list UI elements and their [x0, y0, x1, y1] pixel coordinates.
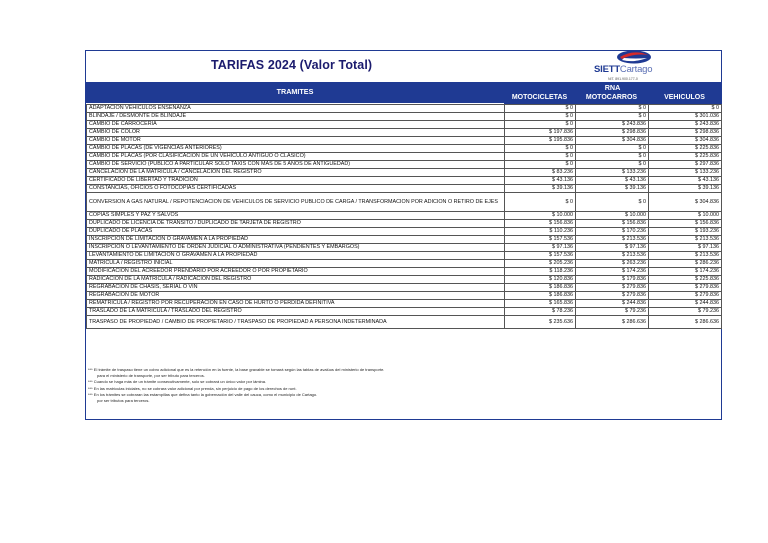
footnote: por ser tributos para terceros. — [97, 398, 150, 404]
tramite-cell: CAMBIO DE MOTOR — [87, 137, 505, 145]
table-row — [87, 177, 722, 185]
table-row — [87, 300, 722, 308]
vehiculos-cell: $ 225.836 — [649, 145, 722, 153]
motocarros-cell: $ 243.836 — [576, 121, 649, 129]
vehiculos-cell: $ 298.836 — [649, 129, 722, 137]
motocarros-cell: $ 39.136 — [576, 185, 649, 193]
table-row — [87, 185, 722, 193]
table-row — [87, 153, 722, 161]
motocarros-cell: $ 133.236 — [576, 169, 649, 177]
motocicletas-cell: $ 0 — [505, 153, 576, 161]
header-motocarros: MOTOCARROS — [575, 94, 648, 104]
motocarros-cell: $ 304.836 — [576, 137, 649, 145]
header-motocicletas: MOTOCICLETAS — [504, 94, 575, 104]
motocicletas-cell: $ 186.836 — [505, 284, 576, 292]
header-tramites: TRAMITES — [86, 82, 504, 103]
table-row — [87, 268, 722, 276]
vehiculos-cell: $ 0 — [649, 105, 722, 113]
logo-swoosh-icon — [616, 50, 652, 64]
vehiculos-cell: $ 133.236 — [649, 169, 722, 177]
motocicletas-cell: $ 0 — [505, 113, 576, 121]
motocarros-cell: $ 279.836 — [576, 284, 649, 292]
vehiculos-cell: $ 225.836 — [649, 153, 722, 161]
vehiculos-cell: $ 279.836 — [649, 284, 722, 292]
motocarros-cell: $ 174.236 — [576, 268, 649, 276]
motocicletas-cell: $ 195.836 — [505, 137, 576, 145]
vehiculos-cell: $ 156.836 — [649, 220, 722, 228]
footnote: *** En los trámites se cobraran las estampillas que defina tanto la gobernación del valle del cauca, como el municipio de Cartago. — [88, 391, 318, 397]
tramite-cell: DUPLICADO DE LICENCIA DE TRANSITO / DUPLICADO DE TARJETA DE REGISTRO — [87, 220, 505, 228]
tramite-cell: CONVERSION A GAS NATURAL / REPOTENCIACION DE VEHICULOS DE SERVICIO PUBLICO DE CARGA / TRANSFORMACION POR ADICION O RETIRO DE EJES — [87, 193, 505, 212]
header-rna: RNA — [504, 82, 721, 103]
vehiculos-cell: $ 279.836 — [649, 292, 722, 300]
table-row — [87, 244, 722, 252]
vehiculos-cell: $ 243.836 — [649, 121, 722, 129]
tramite-cell: REGRABACION DE MOTOR — [87, 292, 505, 300]
motocicletas-cell: $ 97.136 — [505, 244, 576, 252]
motocicletas-cell: $ 157.536 — [505, 236, 576, 244]
table-row — [87, 161, 722, 169]
motocarros-cell: $ 0 — [576, 105, 649, 113]
vehiculos-cell: $ 10.000 — [649, 212, 722, 220]
table-row — [87, 220, 722, 228]
logo-nit: NIT. 891.900.177-0 — [608, 77, 638, 81]
footnote: para el ministerio de transporte, por ser tributo para terceros. — [97, 373, 205, 379]
table-row — [87, 236, 722, 244]
tramite-cell: REMATRICULA / REGISTRO POR RECUPERACION EN CASO DE HURTO O PERDIDA DEFINITIVA — [87, 300, 505, 308]
motocicletas-cell: $ 78.236 — [505, 308, 576, 316]
vehiculos-cell: $ 174.236 — [649, 268, 722, 276]
vehiculos-cell: $ 97.136 — [649, 244, 722, 252]
motocicletas-cell: $ 156.836 — [505, 220, 576, 228]
table-row — [87, 308, 722, 316]
motocicletas-cell: $ 0 — [505, 145, 576, 153]
motocarros-cell: $ 0 — [576, 145, 649, 153]
vehiculos-cell: $ 213.536 — [649, 252, 722, 260]
vehiculos-cell: $ 244.836 — [649, 300, 722, 308]
motocarros-cell: $ 213.536 — [576, 252, 649, 260]
tramite-cell: LEVANTAMIENTO DE LIMITACION O GRAVAMEN A LA PROPIEDAD — [87, 252, 505, 260]
tramite-cell: BLINDAJE / DESMONTE DE BLINDAJE — [87, 113, 505, 121]
motocarros-cell: $ 79.236 — [576, 308, 649, 316]
motocicletas-cell: $ 165.836 — [505, 300, 576, 308]
motocicletas-cell: $ 110.236 — [505, 228, 576, 236]
page-title: TARIFAS 2024 (Valor Total) — [211, 58, 373, 72]
tramite-cell: CAMBIO DE CARROCERIA — [87, 121, 505, 129]
motocarros-cell: $ 286.636 — [576, 316, 649, 329]
table-row — [87, 228, 722, 236]
motocarros-cell: $ 279.836 — [576, 292, 649, 300]
motocicletas-cell: $ 0 — [505, 121, 576, 129]
vehiculos-cell: $ 39.136 — [649, 185, 722, 193]
tramite-cell: CONSTANCIAS, OFICIOS O FOTOCOPIAS CERTIFICADAS — [87, 185, 505, 193]
motocicletas-cell: $ 186.836 — [505, 292, 576, 300]
tramite-cell: TRASPASO DE PROPIEDAD / CAMBIO DE PROPIETARIO / TRASPASO DE PROPIEDAD A PERSONA INDETERMINADA — [87, 316, 505, 329]
motocarros-cell: $ 213.536 — [576, 236, 649, 244]
motocicletas-cell: $ 39.136 — [505, 185, 576, 193]
tramite-cell: COPIAS SIMPLES Y PAZ Y SALVOS — [87, 212, 505, 220]
motocarros-cell: $ 244.836 — [576, 300, 649, 308]
motocarros-cell: $ 97.136 — [576, 244, 649, 252]
vehiculos-cell: $ 193.236 — [649, 228, 722, 236]
tramite-cell: INSCRIPCION DE LIMITACION O GRAVAMEN A LA PROPIEDAD — [87, 236, 505, 244]
tramite-cell: MODIFICACION DEL ACREEDOR PRENDARIO POR ACREEDOR O POR PROPIETARIO — [87, 268, 505, 276]
vehiculos-cell: $ 304.836 — [649, 137, 722, 145]
table-row — [87, 260, 722, 268]
table-row — [87, 284, 722, 292]
footnotes — [88, 367, 528, 404]
vehiculos-cell: $ 297.836 — [649, 161, 722, 169]
vehiculos-cell: $ 225.836 — [649, 276, 722, 284]
tramite-cell: TRASLADO DE LA MATRICULA / TRASLADO DEL REGISTRO — [87, 308, 505, 316]
motocarros-cell: $ 170.236 — [576, 228, 649, 236]
tariff-table — [86, 104, 722, 329]
motocarros-cell: $ 0 — [576, 161, 649, 169]
motocarros-cell: $ 0 — [576, 193, 649, 212]
table-row — [87, 145, 722, 153]
table-row — [87, 316, 722, 329]
table-row — [87, 212, 722, 220]
motocicletas-cell: $ 0 — [505, 193, 576, 212]
vehiculos-cell: $ 213.536 — [649, 236, 722, 244]
tramite-cell: CAMBIO DE COLOR — [87, 129, 505, 137]
tramite-cell: RADICACION DE LA MATRICULA / RADICACION DEL REGISTRO — [87, 276, 505, 284]
table-row — [87, 121, 722, 129]
footnote: *** En las matrículas iniciales, no se cobrara valor adicional por prenda, sin perjuicio de pago de los derechos de runt. — [88, 385, 297, 391]
table-row — [87, 276, 722, 284]
vehiculos-cell: $ 79.236 — [649, 308, 722, 316]
motocicletas-cell: $ 118.236 — [505, 268, 576, 276]
vehiculos-cell: $ 304.836 — [649, 193, 722, 212]
motocicletas-cell: $ 157.536 — [505, 252, 576, 260]
table-row — [87, 129, 722, 137]
tariff-table-body — [87, 105, 722, 329]
motocicletas-cell: $ 0 — [505, 161, 576, 169]
motocicletas-cell: $ 205.236 — [505, 260, 576, 268]
motocicletas-cell: $ 235.636 — [505, 316, 576, 329]
footnote: *** El trámite de traspaso tiene un cobro adicional que es la retención en la fuente, la base gravable se tomará según las tablas de avalúos del ministerio de transporte. — [88, 367, 385, 372]
table-row — [87, 113, 722, 121]
motocicletas-cell: $ 197.836 — [505, 129, 576, 137]
motocicletas-cell: $ 43.136 — [505, 177, 576, 185]
vehiculos-cell: $ 301.036 — [649, 113, 722, 121]
tramite-cell: CAMBIO DE PLACAS (POR CLASIFICACION DE UN VEHICULO ANTIGUO O CLASICO) — [87, 153, 505, 161]
siett-logo — [594, 50, 664, 84]
vehiculos-cell: $ 43.136 — [649, 177, 722, 185]
motocarros-cell: $ 298.836 — [576, 129, 649, 137]
tramite-cell: MATRICULA / REGISTRO INICIAL — [87, 260, 505, 268]
motocarros-cell: $ 179.836 — [576, 276, 649, 284]
tramite-cell: INSCRIPCION O LEVANTAMIENTO DE ORDEN JUDICIAL O ADMINISTRATIVA (PENDIENTES Y EMBARGOS) — [87, 244, 505, 252]
motocarros-cell: $ 0 — [576, 113, 649, 121]
tramite-cell: CAMBIO DE PLACAS (DE VIGENCIAS ANTERIORES) — [87, 145, 505, 153]
tramite-cell: DUPLICADO DE PLACAS — [87, 228, 505, 236]
header-vehiculos: VEHICULOS — [648, 94, 721, 104]
vehiculos-cell: $ 286.236 — [649, 260, 722, 268]
tramite-cell: CERTIFICADO DE LIBERTAD Y TRADICION — [87, 177, 505, 185]
tramite-cell: REGRABACION DE CHASIS, SERIAL O VIN — [87, 284, 505, 292]
table-row — [87, 252, 722, 260]
motocicletas-cell: $ 0 — [505, 105, 576, 113]
motocarros-cell: $ 10.000 — [576, 212, 649, 220]
footnote: *** Cuando se haga más de un trámite consecutivamente, solo se cobrará un único valor por lámina. — [88, 379, 267, 385]
motocarros-cell: $ 0 — [576, 153, 649, 161]
motocicletas-cell: $ 120.836 — [505, 276, 576, 284]
motocarros-cell: $ 156.836 — [576, 220, 649, 228]
motocicletas-cell: $ 83.236 — [505, 169, 576, 177]
table-row — [87, 105, 722, 113]
tramite-cell: CAMBIO DE SERVICIO (PUBLICO A PARTICULAR SOLO TAXIS CON MAS DE 5 AÑOS DE ANTIGUEDAD) — [87, 161, 505, 169]
logo-brand: SIETTCartago — [594, 64, 653, 75]
table-row — [87, 193, 722, 212]
table-row — [87, 137, 722, 145]
vehiculos-cell: $ 286.636 — [649, 316, 722, 329]
tramite-cell: ADAPTACION VEHICULOS ENSEÑANZA — [87, 105, 505, 113]
table-row — [87, 169, 722, 177]
table-row — [87, 292, 722, 300]
motocarros-cell: $ 263.236 — [576, 260, 649, 268]
motocarros-cell: $ 43.136 — [576, 177, 649, 185]
tramite-cell: CANCELACION DE LA MATRICULA / CANCELACION DEL REGISTRO — [87, 169, 505, 177]
motocicletas-cell: $ 10.000 — [505, 212, 576, 220]
